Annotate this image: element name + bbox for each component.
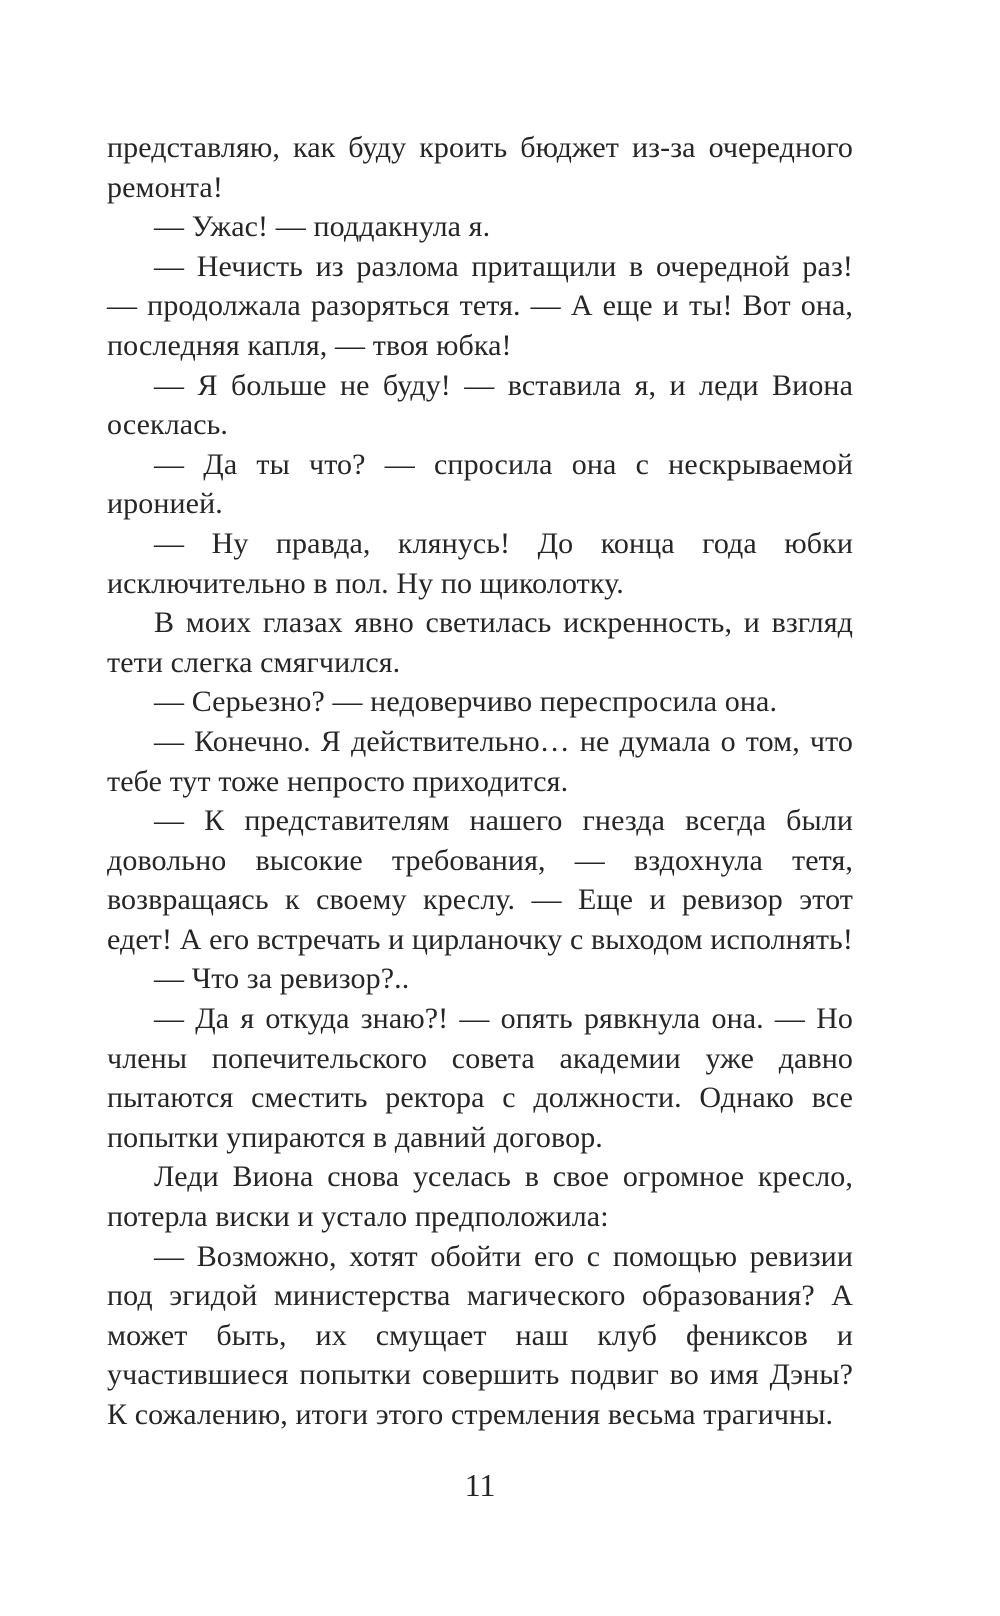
body-text bbox=[107, 128, 853, 1435]
paragraph: — Да ты что? — спросила она с нескрываемой иронией. bbox=[107, 447, 853, 521]
paragraph: — Что за ревизор?.. bbox=[154, 962, 410, 996]
paragraph: представляю, как буду кроить бюджет из-за очередного ремонта! bbox=[107, 131, 853, 204]
paragraph: — Конечно. Я действительно… не думала о том, что тебе тут тоже непросто приходится. bbox=[107, 724, 853, 798]
paragraph: В моих глазах явно светилась искренность, и взгляд тети слегка смягчился. bbox=[107, 606, 853, 679]
paragraph: — Ну правда, клянусь! До конца года юбки исключительно в пол. Ну по щиколотку. bbox=[107, 526, 853, 600]
paragraph: — К представителям нашего гнезда всегда были довольно высокие требования, — вздохнула тетя, возвращаясь к своему креслу. — Еще и ревизор этот едет! А его встречать и цирланочку с выходом исполнять! bbox=[107, 804, 853, 956]
paragraph: — Нечисть из разлома притащили в очередной раз! — продолжала разоряться тетя. — А еще и ты! Вот она, последняя капля, — твоя юбка! bbox=[107, 249, 853, 362]
paragraph: — Ужас! — поддакнула я. bbox=[154, 210, 491, 244]
page-number: 11 bbox=[464, 1467, 496, 1503]
paragraph: — Серьезно? — недоверчиво переспросила она. bbox=[154, 685, 778, 719]
paragraph: — Возможно, хотят обойти его с помощью ревизии под эгидой министерства магического образования? А может быть, их смущает наш клуб фениксов и участившиеся попытки совершить подвиг во имя Дэны? К сожалению, итоги этого стремления весьма трагичны. bbox=[107, 1239, 853, 1431]
paragraph: Леди Виона снова уселась в свое огромное кресло, потерла виски и устало предположила: bbox=[107, 1160, 853, 1234]
paragraph: — Да я откуда знаю?! — опять рявкнула она. — Но члены попечительского совета академии уже давно пытаются сместить ректора с должности. Однако все попытки упираются в давний договор. bbox=[107, 1002, 853, 1154]
paragraph: — Я больше не буду! — вставила я, и леди Виона осеклась. bbox=[107, 368, 853, 442]
